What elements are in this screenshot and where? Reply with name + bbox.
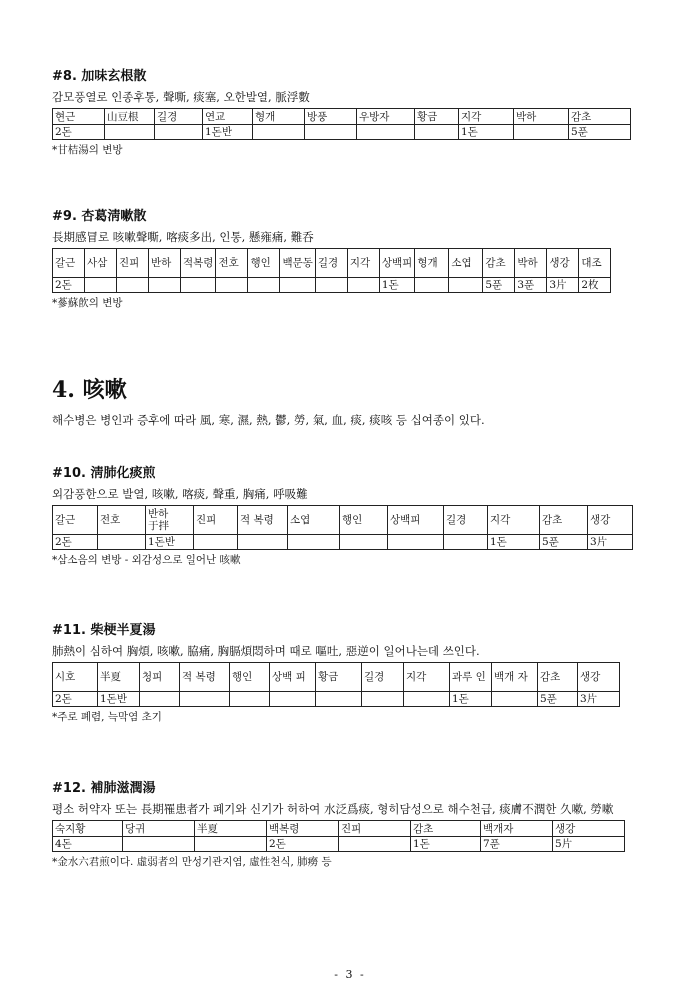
herb-name-cell: 방풍	[305, 109, 357, 125]
herb-name-cell: 길경	[155, 109, 203, 125]
herb-dose-cell	[288, 535, 340, 550]
herb-dose-cell: 5푼	[540, 535, 588, 550]
prescription-9	[52, 208, 652, 310]
herb-table	[52, 505, 633, 550]
herb-name-cell: 소엽	[288, 506, 340, 535]
herb-name-cell: 갈근	[53, 506, 98, 535]
herb-name-cell: 상백 피	[270, 663, 316, 692]
herb-dose-cell: 2돈	[53, 278, 85, 293]
prescription-indication: 외감풍한으로 발열, 咳嗽, 喀痰, 聲重, 胸痛, 呼吸難	[52, 487, 308, 501]
prescription-note: *蔘蘇飮의 변방	[52, 297, 123, 309]
herb-name-cell: 감초	[569, 109, 631, 125]
herb-dose-cell: 5푼	[538, 692, 578, 707]
prescription-indication: 평소 허약자 또는 長期罹患者가 폐기와 신기가 허하여 水泛爲痰, 형히담성으로 해수천급, 痰膚不潤한 久嗽, 勞嗽	[52, 802, 614, 816]
herb-name-cell: 백개자	[481, 821, 553, 837]
herb-dose-cell	[388, 535, 444, 550]
herb-dose-cell	[180, 692, 230, 707]
herb-dose-cell: 3푼	[515, 278, 547, 293]
herb-dose-cell: 4돈	[53, 837, 123, 852]
herb-name-cell: 길경	[444, 506, 488, 535]
herb-dose-cell: 5푼	[483, 278, 515, 293]
herb-name-cell: 반하 于拌	[146, 506, 194, 535]
prescription-title: #9. 杏葛淸嗽散	[52, 209, 147, 224]
herb-name-cell: 적복령	[181, 249, 216, 278]
herb-dose-cell: 1돈	[459, 125, 514, 140]
herb-name-cell: 행인	[248, 249, 280, 278]
herb-dose-cell: 3片	[547, 278, 579, 293]
herb-name-cell: 행인	[340, 506, 388, 535]
herb-dose-cell: 1돈	[450, 692, 492, 707]
herb-dose-row	[53, 692, 620, 707]
herb-name-cell: 진피	[339, 821, 411, 837]
herb-dose-cell	[280, 278, 315, 293]
herb-name-cell: 적 복령	[238, 506, 288, 535]
herb-dose-cell	[105, 125, 155, 140]
herb-name-cell: 형개	[415, 249, 449, 278]
herb-name-cell: 우방자	[357, 109, 415, 125]
prescription-note: *甘桔湯의 변방	[52, 144, 123, 156]
herb-name-cell: 대조	[579, 249, 611, 278]
herb-dose-cell	[357, 125, 415, 140]
herb-dose-cell	[85, 278, 117, 293]
herb-name-cell: 사삼	[85, 249, 117, 278]
herb-name-cell: 생강	[578, 663, 620, 692]
herb-dose-cell: 1돈반	[146, 535, 194, 550]
herb-dose-cell	[347, 278, 379, 293]
herb-name-cell: 박하	[515, 249, 547, 278]
herb-name-cell: 당귀	[123, 821, 195, 837]
herb-name-cell: 상백피	[388, 506, 444, 535]
herb-name-cell: 지각	[347, 249, 379, 278]
prescription-11	[52, 622, 652, 724]
herb-table	[52, 820, 625, 852]
page-number: - 3 -	[334, 968, 366, 981]
herb-dose-cell	[253, 125, 305, 140]
prescription-title: #8. 加味玄根散	[52, 69, 147, 84]
herb-name-cell: 백문동	[280, 249, 315, 278]
prescription-title: #11. 柴梗半夏湯	[52, 623, 156, 638]
herb-dose-cell	[195, 837, 267, 852]
herb-name-row	[53, 249, 611, 278]
herb-dose-cell: 1돈	[379, 278, 414, 293]
herb-dose-cell	[270, 692, 316, 707]
herb-dose-cell	[123, 837, 195, 852]
herb-name-cell: 숙지황	[53, 821, 123, 837]
herb-dose-cell	[98, 535, 146, 550]
herb-name-cell: 행인	[230, 663, 270, 692]
herb-name-cell: 진피	[194, 506, 238, 535]
herb-dose-cell: 3片	[588, 535, 633, 550]
herb-name-row	[53, 109, 631, 125]
herb-dose-cell: 2돈	[53, 535, 98, 550]
herb-name-cell: 시호	[53, 663, 98, 692]
herb-name-cell: 황금	[415, 109, 459, 125]
herb-dose-cell	[415, 278, 449, 293]
herb-name-cell: 박하	[514, 109, 569, 125]
herb-name-cell: 半夏	[98, 663, 140, 692]
herb-dose-row	[53, 278, 611, 293]
herb-name-row	[53, 506, 633, 535]
herb-name-cell: 길경	[315, 249, 347, 278]
herb-dose-cell: 1돈	[411, 837, 481, 852]
herb-name-cell: 半夏	[195, 821, 267, 837]
herb-dose-cell	[230, 692, 270, 707]
herb-dose-cell: 2돈	[267, 837, 339, 852]
herb-name-cell: 전호	[216, 249, 248, 278]
herb-dose-cell	[339, 837, 411, 852]
herb-dose-row	[53, 125, 631, 140]
herb-name-cell: 형개	[253, 109, 305, 125]
herb-dose-row	[53, 837, 625, 852]
prescription-8	[52, 68, 652, 157]
herb-dose-cell	[316, 692, 362, 707]
herb-dose-cell	[305, 125, 357, 140]
herb-dose-cell	[155, 125, 203, 140]
herb-table	[52, 662, 620, 707]
herb-dose-cell: 1돈	[488, 535, 540, 550]
herb-dose-cell	[492, 692, 538, 707]
prescription-title: #10. 淸肺化痰煎	[52, 466, 156, 481]
herb-name-cell: 山豆根	[105, 109, 155, 125]
herb-name-cell: 지각	[488, 506, 540, 535]
herb-dose-cell	[140, 692, 180, 707]
herb-name-cell: 백개 자	[492, 663, 538, 692]
herb-name-cell: 생강	[553, 821, 625, 837]
herb-dose-cell	[340, 535, 388, 550]
herb-name-cell: 황금	[316, 663, 362, 692]
herb-dose-cell	[362, 692, 404, 707]
herb-name-cell: 감초	[411, 821, 481, 837]
herb-dose-cell	[117, 278, 149, 293]
herb-name-cell: 감초	[540, 506, 588, 535]
herb-dose-cell: 1돈반	[203, 125, 253, 140]
herb-name-cell: 전호	[98, 506, 146, 535]
herb-name-cell: 현근	[53, 109, 105, 125]
herb-dose-cell	[149, 278, 181, 293]
herb-dose-cell	[415, 125, 459, 140]
herb-name-cell: 과루 인	[450, 663, 492, 692]
herb-dose-cell	[514, 125, 569, 140]
herb-dose-cell: 2돈	[53, 125, 105, 140]
herb-name-cell: 청피	[140, 663, 180, 692]
herb-name-cell: 연교	[203, 109, 253, 125]
herb-table	[52, 108, 631, 140]
herb-name-row	[53, 821, 625, 837]
herb-name-cell: 감초	[483, 249, 515, 278]
herb-name-cell: 생강	[547, 249, 579, 278]
prescription-indication: 감모풍열로 인종후통, 聲嘶, 痰塞, 오한발열, 脈浮數	[52, 90, 310, 104]
herb-dose-cell: 2枚	[579, 278, 611, 293]
herb-dose-row	[53, 535, 633, 550]
herb-name-cell: 백복령	[267, 821, 339, 837]
herb-dose-cell	[216, 278, 248, 293]
section-heading: 4. 咳嗽	[52, 377, 127, 403]
herb-name-cell: 생강	[588, 506, 633, 535]
herb-dose-cell	[238, 535, 288, 550]
herb-name-cell: 지각	[459, 109, 514, 125]
section-description: 해수병은 병인과 증후에 따라 風, 寒, 濕, 熱, 鬱, 勞, 氣, 血, 痰, 痰咳 등 십여종이 있다.	[52, 413, 485, 427]
herb-name-cell: 적 복령	[180, 663, 230, 692]
herb-table	[52, 248, 611, 293]
herb-dose-cell	[315, 278, 347, 293]
herb-name-cell: 상백피	[379, 249, 414, 278]
herb-dose-cell: 2돈	[53, 692, 98, 707]
herb-dose-cell: 3片	[578, 692, 620, 707]
prescription-12	[52, 780, 652, 869]
herb-name-cell: 지각	[404, 663, 450, 692]
herb-dose-cell	[449, 278, 483, 293]
prescription-note: *金水六君煎이다. 虛弱者의 만성기관지염, 虛性천식, 肺癆 등	[52, 856, 332, 868]
herb-name-cell: 갈근	[53, 249, 85, 278]
prescription-title: #12. 補肺滋潤湯	[52, 781, 156, 796]
herb-dose-cell	[248, 278, 280, 293]
herb-name-cell: 감초	[538, 663, 578, 692]
herb-name-cell: 길경	[362, 663, 404, 692]
herb-dose-cell: 5푼	[569, 125, 631, 140]
herb-dose-cell: 1돈반	[98, 692, 140, 707]
herb-dose-cell: 7푼	[481, 837, 553, 852]
herb-name-row	[53, 663, 620, 692]
prescription-note: *주로 폐렴, 늑막염 초기	[52, 711, 162, 723]
herb-dose-cell	[444, 535, 488, 550]
herb-dose-cell	[404, 692, 450, 707]
herb-dose-cell: 5片	[553, 837, 625, 852]
prescription-note: *삼소음의 변방 - 외감성으로 일어난 咳嗽	[52, 554, 241, 566]
herb-dose-cell	[194, 535, 238, 550]
prescription-indication: 肺熱이 심하여 胸煩, 咳嗽, 脇痛, 胸膈煩悶하며 때로 嘔吐, 惡逆이 일어나는데 쓰인다.	[52, 644, 480, 658]
herb-name-cell: 소엽	[449, 249, 483, 278]
prescription-indication: 長期感冒로 咳嗽聲嘶, 喀痰多出, 인통, 懸雍痛, 難呑	[52, 230, 314, 244]
herb-dose-cell	[181, 278, 216, 293]
herb-name-cell: 진피	[117, 249, 149, 278]
herb-name-cell: 반하	[149, 249, 181, 278]
prescription-10	[52, 465, 652, 567]
